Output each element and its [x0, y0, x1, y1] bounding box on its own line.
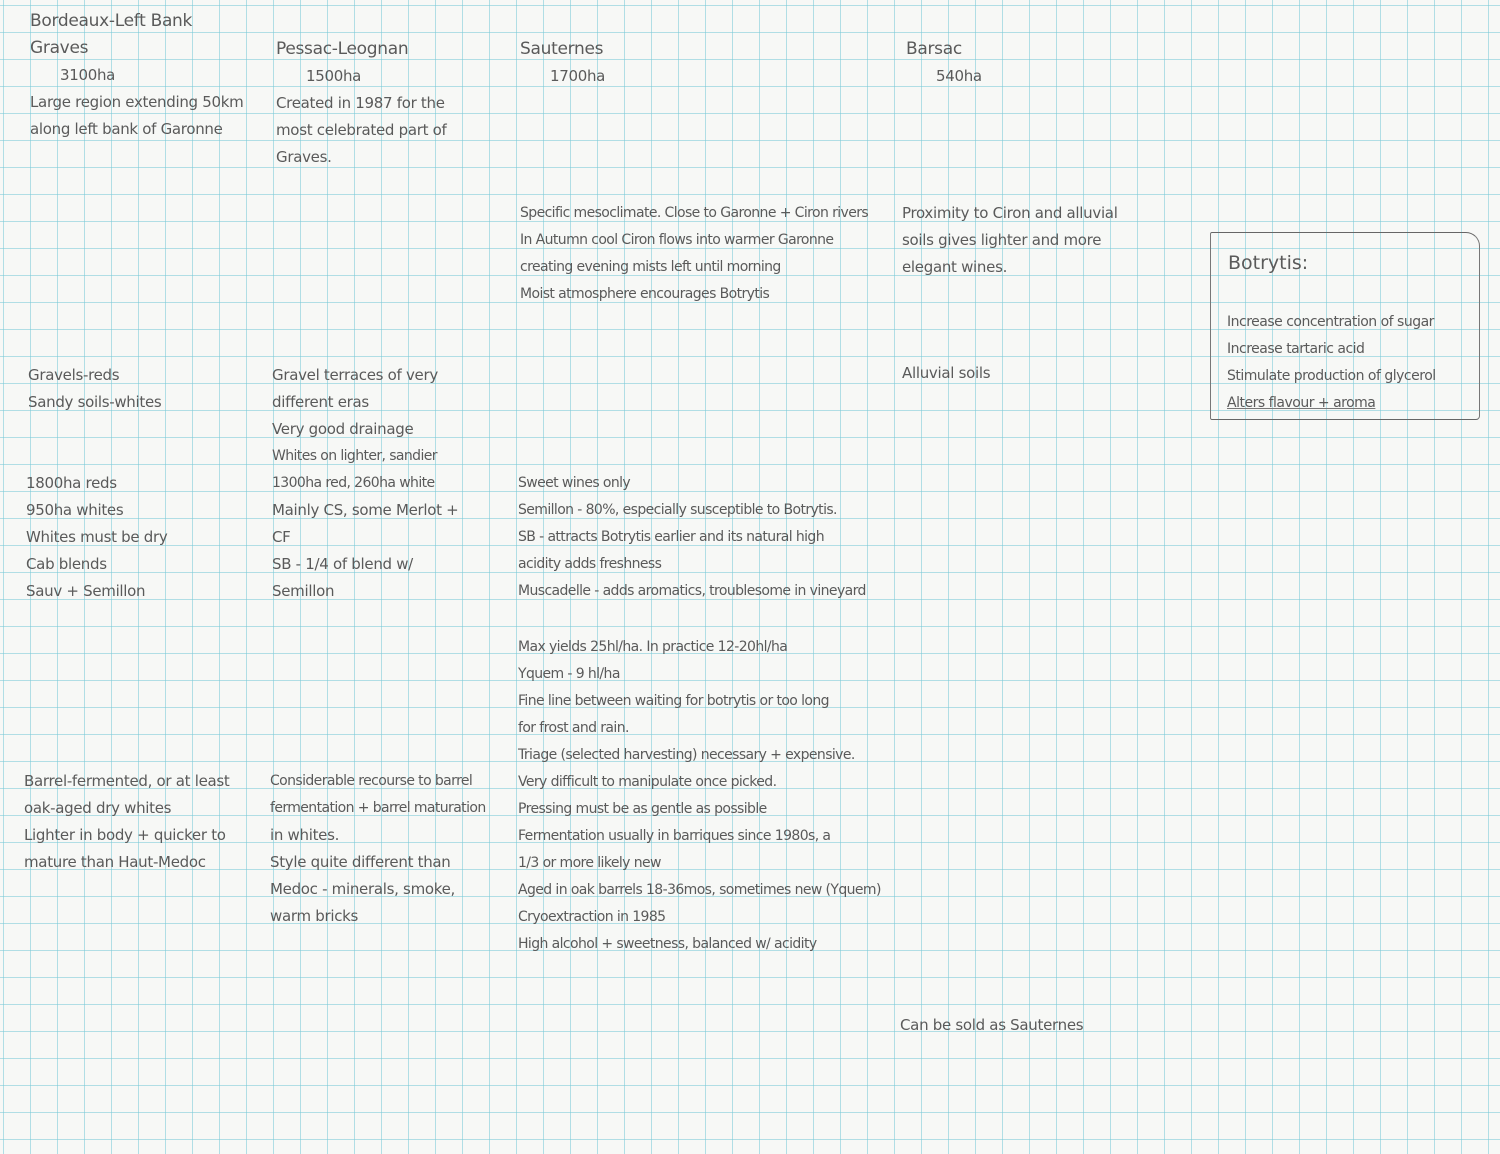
note-line: Fine line between waiting for botrytis or too long — [518, 693, 829, 709]
pessac-desc-line: Graves. — [276, 148, 332, 166]
note-line: Cryoextraction in 1985 — [518, 909, 666, 925]
note-line: different eras — [272, 393, 369, 411]
barsac-climate — [902, 200, 1118, 281]
pessac-soils — [272, 362, 458, 605]
note-line: acidity adds freshness — [518, 556, 662, 572]
note-line: Lighter in body + quicker to — [24, 826, 226, 844]
sauternes-name: Sauternes — [520, 39, 604, 59]
note-line: Medoc - minerals, smoke, — [270, 880, 456, 898]
note-line: Fermentation usually in barriques since 1980s, a — [518, 828, 831, 844]
sauternes-area: 1700ha — [550, 67, 606, 85]
note-line: in whites. — [270, 826, 340, 844]
sauternes-grapes — [518, 470, 866, 605]
barsac-area: 540ha — [936, 67, 982, 85]
list-item: Alters flavour + aroma — [1227, 395, 1376, 411]
botrytis-list — [1227, 309, 1436, 417]
pessac-style — [270, 768, 486, 930]
note-line: oak-aged dry whites — [24, 799, 172, 817]
pessac-name: Pessac-Leognan — [276, 39, 409, 59]
note-line: Sauv + Semillon — [26, 582, 146, 600]
note-line: Mainly CS, some Merlot + — [272, 501, 459, 519]
note-line: Sweet wines only — [518, 475, 631, 491]
list-item: Increase tartaric acid — [1227, 341, 1365, 357]
note-line: Style quite different than — [270, 853, 451, 871]
graves-name: Graves — [30, 38, 89, 58]
note-line: for frost and rain. — [518, 720, 629, 736]
note-line: mature than Haut-Medoc — [24, 853, 206, 871]
pessac-desc-line: most celebrated part of — [276, 121, 447, 139]
note-line: In Autumn cool Ciron flows into warmer Garonne — [520, 232, 834, 248]
barsac-soils — [902, 360, 990, 387]
note-line: soils gives lighter and more — [902, 231, 1102, 249]
list-item: Stimulate production of glycerol — [1227, 368, 1436, 384]
note-line: Triage (selected harvesting) necessary + expensive. — [518, 747, 855, 763]
note-line: Yquem - 9 hl/ha — [518, 666, 620, 682]
list-item: Increase concentration of sugar — [1227, 314, 1434, 330]
note-line: Cab blends — [26, 555, 107, 573]
note-line: Whites on lighter, sandier — [272, 448, 437, 464]
note-line: Muscadelle - adds aromatics, troublesome in vineyard — [518, 583, 866, 599]
note-line: Pressing must be as gentle as possible — [518, 801, 767, 817]
note-line: Proximity to Ciron and alluvial — [902, 204, 1118, 222]
note-line: Barrel-fermented, or at least — [24, 772, 230, 790]
barsac-header — [906, 36, 982, 90]
note-line: 1800ha reds — [26, 474, 117, 492]
note-line: Max yields 25hl/ha. In practice 12-20hl/ha — [518, 639, 788, 655]
graves-grapes — [26, 470, 167, 605]
note-line: High alcohol + sweetness, balanced w/ acidity — [518, 936, 817, 952]
note-line: Specific mesoclimate. Close to Garonne + Ciron rivers — [520, 205, 869, 221]
note-line: Alluvial soils — [902, 364, 991, 382]
note-line: 1300ha red, 260ha white — [272, 475, 435, 491]
note-line: Can be sold as Sauternes — [900, 1016, 1084, 1034]
note-line: Semillon - 80%, especially susceptible to Botrytis. — [518, 502, 837, 518]
note-line: Gravels-reds — [28, 366, 120, 384]
pessac-desc-line: Created in 1987 for the — [276, 94, 445, 112]
note-line: creating evening mists left until morning — [520, 259, 781, 275]
note-line: Considerable recourse to barrel — [270, 773, 473, 789]
graves-desc-line: Large region extending 50km — [30, 93, 244, 111]
note-line: SB - attracts Botrytis earlier and its natural high — [518, 529, 824, 545]
note-line: CF — [272, 528, 291, 546]
sauternes-header — [520, 36, 605, 90]
note-line: SB - 1/4 of blend w/ — [272, 555, 413, 573]
note-line: Very difficult to manipulate once picked. — [518, 774, 777, 790]
sauternes-climate — [520, 200, 868, 308]
note-line: Semillon — [272, 582, 335, 600]
graves-desc-line: along left bank of Garonne — [30, 120, 223, 138]
graves-area: 3100ha — [60, 66, 116, 84]
note-line: Sandy soils-whites — [28, 393, 162, 411]
barsac-name: Barsac — [906, 39, 962, 59]
note-line: 950ha whites — [26, 501, 124, 519]
graves-soils — [28, 362, 161, 416]
note-line: elegant wines. — [902, 258, 1008, 276]
note-line: Whites must be dry — [26, 528, 168, 546]
page-heading: Bordeaux-Left Bank — [30, 11, 193, 31]
pessac-header — [276, 36, 447, 171]
botrytis-heading: Botrytis: — [1228, 252, 1309, 274]
note-line: Aged in oak barrels 18-36mos, sometimes new (Yquem) — [518, 882, 881, 898]
note-line: Very good drainage — [272, 420, 414, 438]
note-line: Moist atmosphere encourages Botrytis — [520, 286, 770, 302]
note-line: warm bricks — [270, 907, 359, 925]
sauternes-production — [518, 634, 881, 958]
note-line: Gravel terraces of very — [272, 366, 438, 384]
graves-header — [30, 8, 243, 143]
note-line: 1/3 or more likely new — [518, 855, 661, 871]
graves-style — [24, 768, 230, 876]
barsac-note — [900, 1012, 1083, 1039]
pessac-area: 1500ha — [306, 67, 362, 85]
note-line: fermentation + barrel maturation — [270, 800, 486, 816]
